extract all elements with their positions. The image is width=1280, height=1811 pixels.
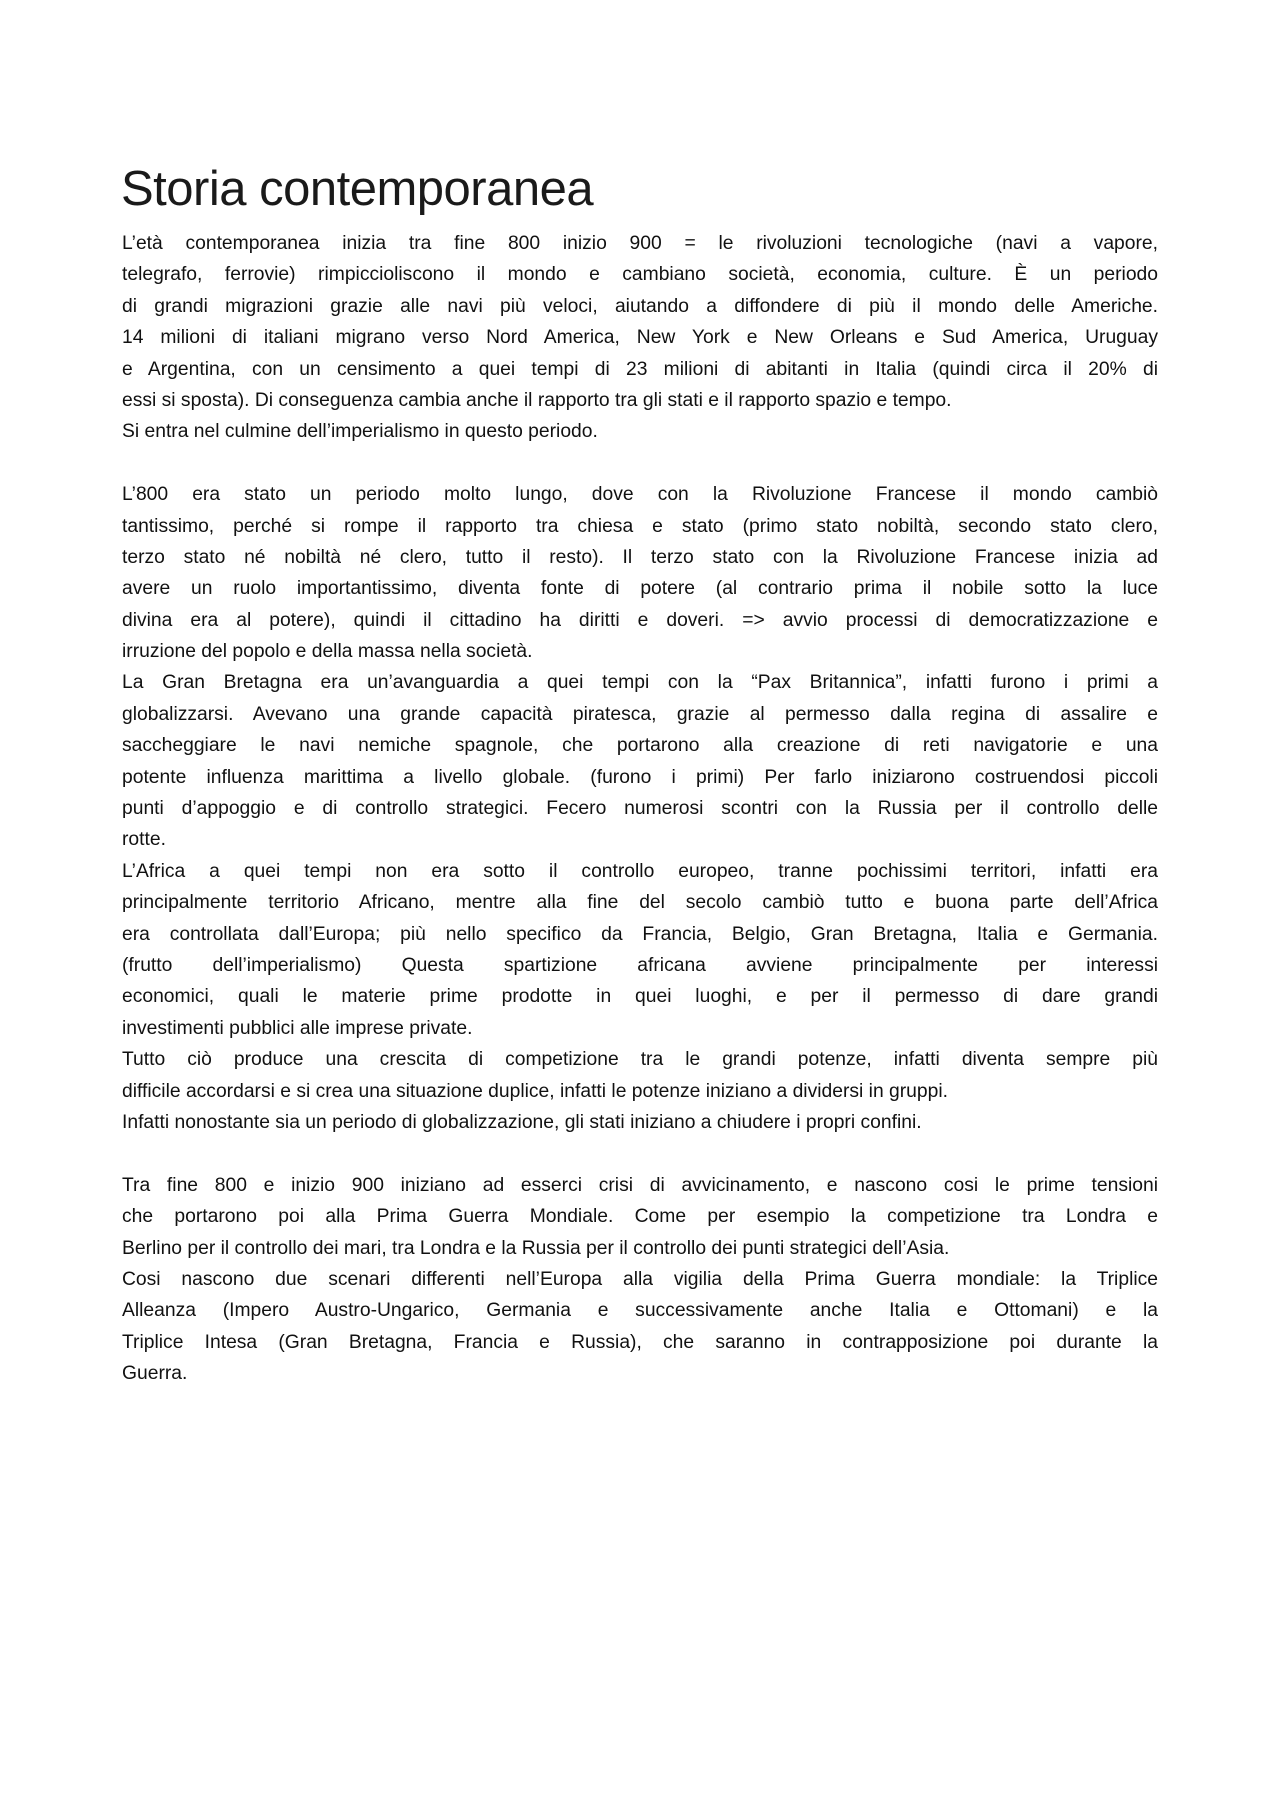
text-line: divina era al potere), quindi il cittadino ha diritti e doveri. => avvio processi di democratizzazione e	[122, 609, 1158, 631]
text-line: principalmente territorio Africano, mentre alla fine del secolo cambiò tutto e buona parte dell’Africa	[122, 892, 1158, 914]
paragraph	[122, 479, 1158, 667]
paragraph	[122, 667, 1158, 855]
paragraph	[122, 228, 1158, 416]
text-line: telegrafo, ferrovie) rimpiccioliscono il mondo e cambiano società, economia, culture. È un periodo	[122, 264, 1158, 286]
document-body	[122, 228, 1158, 1389]
text-line: irruzione del popolo e della massa nella società.	[122, 641, 533, 663]
text-line: Berlino per il controllo dei mari, tra Londra e la Russia per il controllo dei punti strategici dell’Asia.	[122, 1237, 950, 1259]
page-title: Storia contemporanea	[121, 162, 594, 216]
text-line: (frutto dell’imperialismo) Questa spartizione africana avviene principalmente per interessi	[122, 954, 1158, 976]
text-line: 14 milioni di italiani migrano verso Nord America, New York e New Orleans e Sud America, Uruguay	[122, 327, 1158, 349]
text-line: investimenti pubblici alle imprese private.	[122, 1017, 473, 1039]
text-line: difficile accordarsi e si crea una situazione duplice, infatti le potenze iniziano a dividersi in gruppi.	[122, 1080, 948, 1102]
text-line: L’800 era stato un periodo molto lungo, dove con la Rivoluzione Francese il mondo cambiò	[122, 484, 1158, 506]
text-line: rotte.	[122, 829, 166, 851]
text-line: economici, quali le materie prime prodotte in quei luoghi, e per il permesso di dare grandi	[122, 986, 1158, 1008]
text-line: tantissimo, perché si rompe il rapporto tra chiesa e stato (primo stato nobiltà, secondo stato clero,	[122, 515, 1158, 537]
text-line: Cosi nascono due scenari differenti nell’Europa alla vigilia della Prima Guerra mondiale: la Triplice	[122, 1268, 1158, 1290]
paragraph	[122, 1264, 1158, 1390]
paragraph	[122, 856, 1158, 1044]
paragraph	[122, 416, 1158, 447]
text-line: Alleanza (Impero Austro-Ungarico, Germania e successivamente anche Italia e Ottomani) e la	[122, 1300, 1158, 1322]
text-line: Si entra nel culmine dell’imperialismo in questo periodo.	[122, 421, 598, 443]
text-line: avere un ruolo importantissimo, diventa fonte di potere (al contrario prima il nobile sotto la luce	[122, 578, 1158, 600]
text-line: Tra fine 800 e inizio 900 iniziano ad esserci crisi di avvicinamento, e nascono cosi le prime tensioni	[122, 1174, 1158, 1196]
text-line: era controllata dall’Europa; più nello specifico da Francia, Belgio, Gran Bretagna, Italia e Germania.	[122, 923, 1158, 945]
paragraph	[122, 1107, 1158, 1138]
text-line: Triplice Intesa (Gran Bretagna, Francia e Russia), che saranno in contrapposizione poi durante la	[122, 1331, 1158, 1353]
blank-line	[122, 1138, 1158, 1169]
blank-line	[122, 448, 1158, 479]
text-line: potente influenza marittima a livello globale. (furono i primi) Per farlo iniziarono costruendosi piccoli	[122, 766, 1158, 788]
text-line: Infatti nonostante sia un periodo di globalizzazione, gli stati iniziano a chiudere i propri confini.	[122, 1111, 922, 1133]
text-line: che portarono poi alla Prima Guerra Mondiale. Come per esempio la competizione tra Londra e	[122, 1206, 1158, 1228]
text-line: e Argentina, con un censimento a quei tempi di 23 milioni di abitanti in Italia (quindi circa il 20% di	[122, 358, 1158, 380]
text-line: essi si sposta). Di conseguenza cambia anche il rapporto tra gli stati e il rapporto spazio e tempo.	[122, 389, 952, 411]
text-line: Guerra.	[122, 1363, 188, 1385]
text-line: L’Africa a quei tempi non era sotto il controllo europeo, tranne pochissimi territori, infatti era	[122, 860, 1158, 882]
paragraph	[122, 1044, 1158, 1107]
text-line: L’età contemporanea inizia tra fine 800 inizio 900 = le rivoluzioni tecnologiche (navi a vapore,	[122, 233, 1158, 254]
text-line: Tutto ciò produce una crescita di competizione tra le grandi potenze, infatti diventa sempre più	[122, 1049, 1158, 1071]
text-line: terzo stato né nobiltà né clero, tutto il resto). Il terzo stato con la Rivoluzione Francese inizia ad	[122, 546, 1158, 568]
text-line: di grandi migrazioni grazie alle navi più veloci, aiutando a diffondere di più il mondo delle Americhe.	[122, 295, 1158, 317]
text-line: globalizzarsi. Avevano una grande capacità piratesca, grazie al permesso dalla regina di assalire e	[122, 703, 1158, 725]
text-line: La Gran Bretagna era un’avanguardia a quei tempi con la “Pax Britannica”, infatti furono i primi a	[122, 672, 1158, 694]
paragraph	[122, 1170, 1158, 1264]
text-line: saccheggiare le navi nemiche spagnole, che portarono alla creazione di reti navigatorie e una	[122, 735, 1158, 757]
text-line: punti d’appoggio e di controllo strategici. Fecero numerosi scontri con la Russia per il controllo delle	[122, 798, 1158, 820]
